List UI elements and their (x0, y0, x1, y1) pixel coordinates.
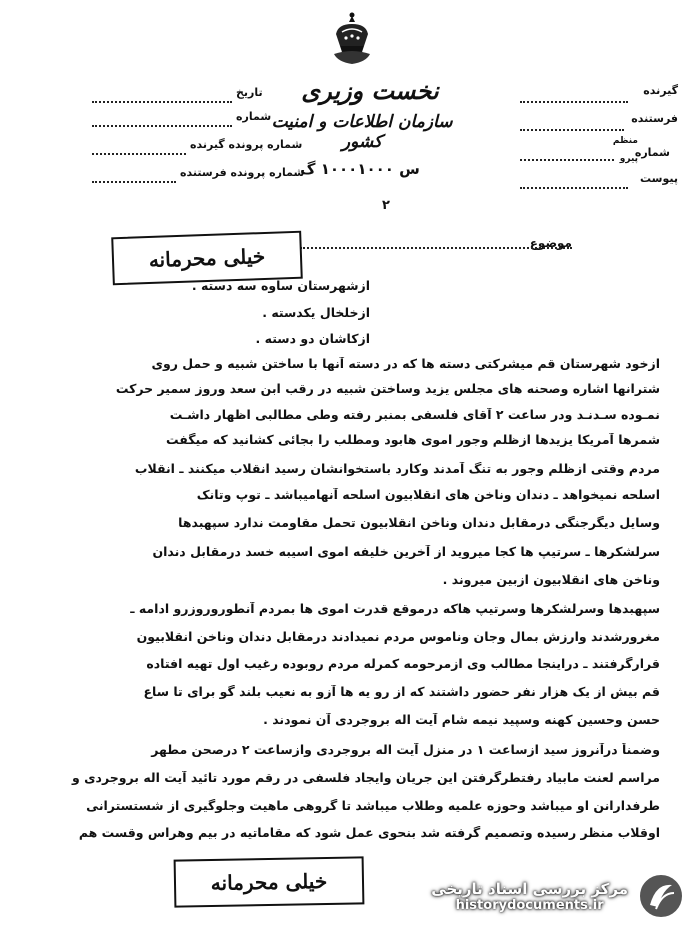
crown-emblem-icon (328, 12, 376, 66)
watermark-line-2: historydocuments.ir (455, 897, 604, 913)
number-label: شماره (634, 146, 670, 159)
receiver-line (520, 100, 628, 103)
paragraph-2-line: حسن وحسین کهنه وسپید نیمه شام آیت اله بروجردی آن نمودند . (263, 713, 660, 727)
paragraph-2-line: سپهبدها وسرلشکرها وسرتیپ هاکه درموقع قدرت اموی ها بمردم آنطوروروزرو ادامه ـ (130, 602, 660, 616)
number-line (520, 158, 614, 161)
sender-file-number-label: شماره پرونده فرستنده (180, 166, 305, 179)
sender-line (520, 128, 624, 131)
receiver-label: گیرنده (643, 84, 678, 97)
archive-logo-icon (636, 871, 686, 921)
paragraph-3-line: طرفدارانن او میباشد وحوزه علمیه وطلاب میباشد تا گروهی ماهیت وجلوگیری از شستسترانی (86, 799, 660, 813)
attachment-label: پیوست (640, 172, 678, 185)
file-number-label: شماره پرونده گیرنده (190, 138, 303, 151)
paragraph-2-line: قم بیش از یک هزار نفر حضور داشتند که از رو یه ها آزو به نعیب بلند گو برای تا ساع (143, 685, 660, 699)
watermark-logo (406, 866, 686, 926)
date-line (92, 100, 232, 103)
attachment-line (520, 186, 628, 189)
watermark-line-1: مرکز بررسی اسناد تاریخی (431, 879, 628, 898)
bullet-item: ازشهرستان ساوه سه دسته . (191, 278, 370, 293)
bottom-classification-stamp (174, 856, 365, 907)
page-number: ۲ (382, 198, 390, 213)
bullet-item: ازکاشان دو دسته . (255, 331, 370, 346)
header-title-main: نخست وزیری (301, 76, 439, 105)
paragraph-1-line: نمـوده سـدنـد ودر ساعت ۲ آقای فلسفی بمنبر رفته وطی مطالبی اظهار داشـت (169, 408, 660, 422)
paragraph-3-line: مراسم لعنت مابیاد رفتطرگرفتن این جریان وایجاد فلسفی در رقم مورد تائید آیت اله بروجردی و (71, 771, 660, 785)
top-stamp-text: خیلی محرمانه (148, 243, 266, 273)
subject-label: موضوع (529, 236, 572, 250)
reference-number: س ۱۰۰۰۱۰۰۰ گ (300, 160, 420, 178)
paragraph-1-line: وناخن های انقلابیون ازبین میروند . (442, 573, 660, 587)
paragraph-1-line: اسلحه نمیخواهد ـ دندان وناخن های انقلابیون اسلحه آنهامیباشد ـ توپ وتانک (196, 488, 660, 502)
paragraph-2-line: مغرورشدند وارزش بمال وجان وناموس مردم نمیدادند درمقابل دندان وناخن انقلابیون (136, 630, 660, 644)
paragraph-1-line: شمرها آمریکا یزیدها ازظلم وجور اموی هابود ومطلب را بجائی کشانید که میگفت (166, 433, 660, 447)
left-number-line (92, 124, 232, 127)
file-number-line (92, 152, 186, 155)
number-sub-2: پیرو (619, 154, 638, 164)
header-title-sub: سازمان اطلاعات و امنیت کشور (271, 112, 453, 152)
bottom-stamp-text: خیلی محرمانه (210, 868, 328, 896)
paragraph-3-line: اوقلاب منظر رسیده وتصمیم گرفته شد بنحوی عمل شود که مقاماتیه در بیم وهراس وقست هم (78, 826, 660, 840)
subject-line (300, 246, 572, 249)
left-number-label: شماره (236, 110, 272, 123)
paragraph-1-line: سرلشکرها ـ سرتیپ ها کجا میروید از آخرین خلیفه اموی اسیبه خسد درمقابل دندان (152, 545, 660, 559)
paragraph-2-line: قرارگرفتند ـ دراینجا مطالب وی ازمرحومه کمرله مردم روبوده رغیب اول تهیه افتاده (146, 657, 660, 671)
bullet-item: ازخلخال یکدسته . (262, 305, 370, 320)
paragraph-1-line: مردم وقتی ازظلم وجور به تنگ آمدند وکارد باستخوانشان رسید انقلاب میکنند ـ انقلاب (134, 462, 660, 476)
paragraph-3-line: وضمناً درآنروز سید ازساعت ۱ در منزل آیت اله بروجردی وازساعت ۲ درصحن مطهر (151, 743, 660, 757)
watermark-text-block (431, 880, 628, 913)
sender-label: فرستنده (631, 112, 678, 125)
paragraph-1-line: ازخود شهرستان قم میشرکتی دسته ها که در دسته آنها با ساختن شبیه و حمل روی (151, 357, 660, 371)
paragraph-1-line: شترانها اشاره وصحنه های مجلس یزید وساختن شبیه در رقب ابن سعد وروز سمیر حرکت (115, 382, 660, 396)
sender-file-number-line (92, 180, 176, 183)
date-label: تاریخ (236, 86, 263, 99)
number-sub-1: منظم (612, 136, 638, 146)
paragraph-1-line: وسایل دیگرجنگی درمقابل دندان وناخن انقلابیون تحمل مقاومت ندارد سپهبدها (178, 516, 660, 530)
